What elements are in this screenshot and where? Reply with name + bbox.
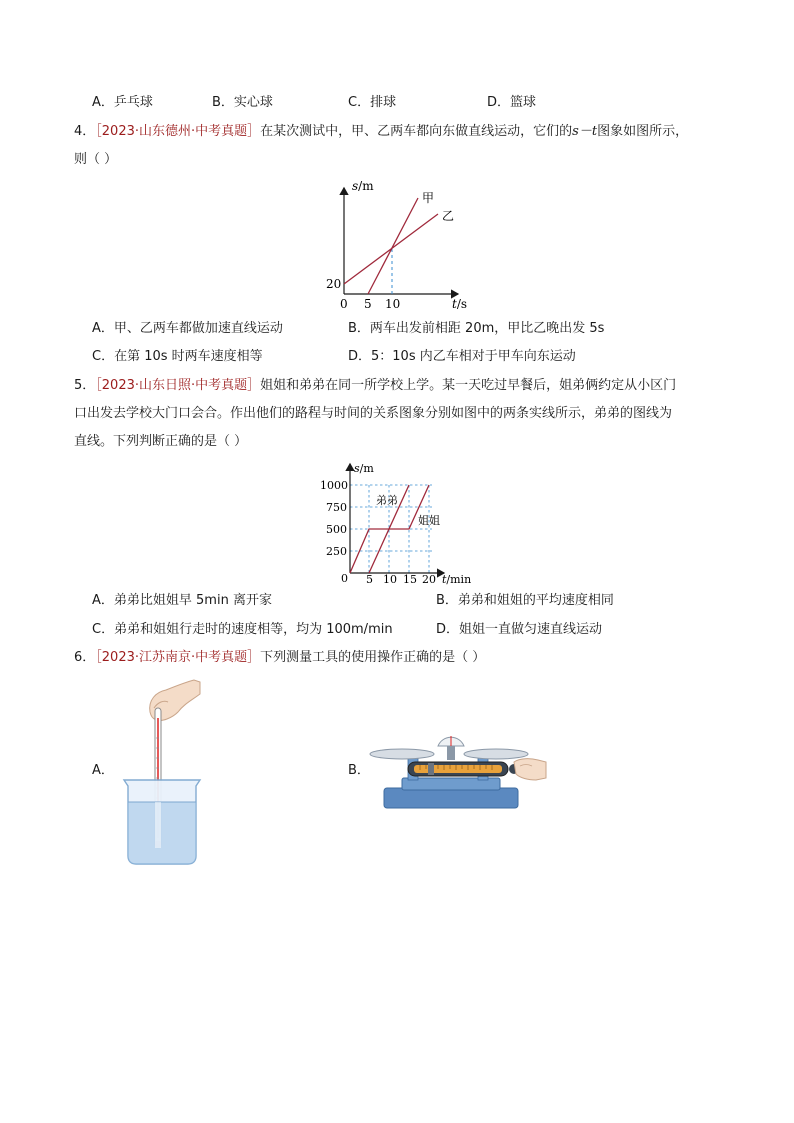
q4-stem-line2: 则（ ） [74,152,118,167]
scale-right-pan [464,749,528,759]
q6-stem-text: 下列测量工具的使用操作正确的是（ ） [260,650,486,665]
q4-series-yi [344,214,438,284]
balance-scale-illustration [368,728,548,810]
q5-xlabel: t/min [442,573,472,586]
q4-stem [74,123,688,141]
q3-option-b: B．实心球 [212,95,273,110]
q4-ytick-20: 20 [326,277,342,291]
q3-option-d: D．篮球 [487,95,537,110]
q5-stem-line1 [74,377,676,395]
q5-xtick-10: 10 [383,573,397,586]
hand-icon [514,759,546,780]
q5-series-label-jiejie: 姐姐 [418,514,440,527]
q5-xtick-0: 0 [341,572,348,585]
q4-xlabel: t/s [452,297,468,311]
q5-stem-line2: 口出发去学校大门口会合。作出他们的路程与时间的关系图象分别如图中的两条实线所示，弟弟的图线为 [74,406,673,421]
scale-base [384,788,518,808]
q4-stem-symbol: s－t [572,124,598,139]
q5-number: 5． [74,378,96,393]
q4-stem-text: 在某次测试中，甲、乙两车都向东做直线运动，它们的 [260,124,573,139]
q4-series-label-jia: 甲 [422,191,435,205]
q5-stem-line3: 直线。下列判断正确的是（ ） [74,434,248,449]
q6-stem [74,649,485,667]
q5-source: ［2023·山东日照·中考真题］ [95,378,261,393]
q4-number: 4． [74,124,96,139]
q3-option-a: A．乒乓球 [92,95,153,110]
q6-option-b-label: B． [348,763,370,778]
scale-left-pan [370,749,434,759]
q5-option-b: B．弟弟和姐姐的平均速度相同 [436,593,614,608]
q5-ytick-1000: 1000 [320,479,348,492]
q6-option-a-label: A． [92,763,114,778]
q4-series-label-yi: 乙 [442,209,455,223]
thermometer-beaker-illustration [118,678,208,866]
q4-xtick-0: 0 [340,297,348,311]
q5-ytick-750: 750 [326,501,347,514]
q5-option-c: C．弟弟和姐姐行走时的速度相等，均为 100m/min [92,622,393,637]
q4-option-b: B．两车出发前相距 20m，甲比乙晚出发 5s [348,321,605,336]
q4-option-d: D．5：10s 内乙车相对于甲车向东运动 [348,349,576,364]
q4-option-c: C．在第 10s 时两车速度相等 [92,349,263,364]
q4-ylabel: s/m [352,179,374,193]
q3-option-c: C．排球 [348,95,397,110]
q5-ylabel: s/m [354,462,374,475]
q5-option-d: D．姐姐一直做匀速直线运动 [436,622,603,637]
q4-xtick-10: 10 [385,297,401,311]
q4-chart [318,176,478,316]
q5-option-a: A．弟弟比姐姐早 5min 离开家 [92,593,272,608]
q6-number: 6． [74,650,96,665]
q4-series-jia [368,198,418,294]
q5-xtick-5: 5 [366,573,373,586]
q5-ytick-500: 500 [326,523,347,536]
q5-chart [314,460,478,586]
q5-ytick-250: 250 [326,545,347,558]
q4-option-a: A．甲、乙两车都做加速直线运动 [92,321,283,336]
q6-source: ［2023·江苏南京·中考真题］ [95,650,261,665]
q5-stem-text: 姐姐和弟弟在同一所学校上学。某一天吃过早餐后，姐弟俩约定从小区门 [260,378,677,393]
q4-stem-tail: 图象如图所示， [597,124,689,139]
q5-series-label-didi: 弟弟 [376,494,398,507]
q4-xtick-5: 5 [364,297,372,311]
q4-source: ［2023·山东德州·中考真题］ [95,124,261,139]
q5-xtick-20: 20 [422,573,436,586]
q5-xtick-15: 15 [403,573,417,586]
